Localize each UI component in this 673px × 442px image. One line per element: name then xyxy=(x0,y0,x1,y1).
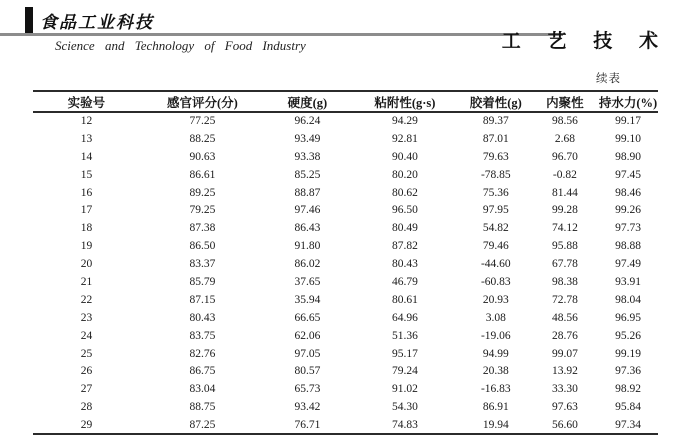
table-cell: 92.81 xyxy=(391,132,418,145)
table-cell: 80.57 xyxy=(294,365,321,378)
table-cell: 96.95 xyxy=(615,311,641,324)
table-row xyxy=(33,416,658,434)
table-cell: 97.95 xyxy=(482,204,509,217)
table-cell: 88.87 xyxy=(294,186,321,199)
table-cell: 67.78 xyxy=(551,258,578,271)
table-cell: 94.99 xyxy=(482,347,509,360)
table-cell: 16 xyxy=(80,186,93,199)
table-row xyxy=(33,112,658,130)
table-cell: 17 xyxy=(80,204,93,217)
table-cell: 85.79 xyxy=(189,275,216,288)
table-cell: 99.19 xyxy=(615,347,641,360)
table-cell: 91.80 xyxy=(294,240,321,253)
table-cell: 65.73 xyxy=(294,383,321,396)
table-cell: 86.91 xyxy=(482,401,509,414)
table-cell: 93.91 xyxy=(615,275,641,288)
table-row xyxy=(33,130,658,148)
table-cell: 33.30 xyxy=(551,383,578,396)
table-cell: -44.60 xyxy=(480,258,511,271)
table-cell: 87.15 xyxy=(189,293,216,306)
table-row xyxy=(33,237,658,255)
table-cell: 97.34 xyxy=(615,418,641,431)
table-cell: 97.63 xyxy=(551,401,578,414)
table-cell: 83.04 xyxy=(189,383,216,396)
table-row xyxy=(33,327,658,345)
table-cell: 95.26 xyxy=(615,329,641,342)
table-cell: 12 xyxy=(80,115,93,128)
table-cell: -19.06 xyxy=(480,329,511,342)
table-cell: 96.50 xyxy=(391,204,418,217)
table-cell: 22 xyxy=(80,293,93,306)
table-cell: 85.25 xyxy=(294,168,321,181)
table-row xyxy=(33,255,658,273)
table-cell: 95.17 xyxy=(391,347,418,360)
table-cell: 28 xyxy=(80,401,93,414)
table-cell: 91.02 xyxy=(391,383,418,396)
table-cell: 79.25 xyxy=(189,204,216,217)
table-cell: 83.37 xyxy=(189,258,216,271)
table-row xyxy=(33,219,658,237)
column-header-1: 感官评分(分) xyxy=(166,95,238,110)
table-cell: 56.60 xyxy=(551,418,578,431)
table-cell: 99.28 xyxy=(551,204,578,217)
table-cell: 86.43 xyxy=(294,222,321,235)
table-cell: 26 xyxy=(80,365,93,378)
table-row xyxy=(33,345,658,363)
table-cell: 54.30 xyxy=(391,401,418,414)
table-row xyxy=(33,166,658,184)
table-cell: 66.65 xyxy=(294,311,321,324)
table-cell: 28.76 xyxy=(551,329,578,342)
table-cell: 80.61 xyxy=(391,293,418,306)
table-cell: 87.25 xyxy=(189,418,216,431)
table-cell: 87.38 xyxy=(189,222,216,235)
table-cell: 95.84 xyxy=(615,401,641,414)
table-cell: 80.20 xyxy=(391,168,418,181)
table-cell: 29 xyxy=(80,418,93,431)
table-cell: 99.26 xyxy=(615,204,641,217)
table-cell: 86.61 xyxy=(189,168,216,181)
table-cell: 20.38 xyxy=(482,365,509,378)
table-cell: 37.65 xyxy=(294,275,321,288)
table-cell: 2.68 xyxy=(554,132,575,145)
table-cell: 97.36 xyxy=(615,365,641,378)
column-header-4: 胶着性(g) xyxy=(469,95,522,110)
table-row xyxy=(33,362,658,380)
table-cell: -0.82 xyxy=(552,168,577,181)
table-cell: 94.29 xyxy=(391,115,418,128)
table-cell: 98.04 xyxy=(615,293,641,306)
column-header-0: 实验号 xyxy=(67,95,106,110)
table-cell: 97.73 xyxy=(615,222,641,235)
table-cell: 83.75 xyxy=(189,329,216,342)
table-row xyxy=(33,148,658,166)
table-cell: 99.07 xyxy=(551,347,578,360)
table-cell: 95.88 xyxy=(551,240,578,253)
table-cell: 93.49 xyxy=(294,132,321,145)
table-cell: 77.25 xyxy=(189,115,216,128)
results-table xyxy=(33,90,658,435)
table-cell: 79.63 xyxy=(482,150,509,163)
table-cell: 79.46 xyxy=(482,240,509,253)
masthead-divider xyxy=(0,33,563,36)
table-cell: 97.45 xyxy=(615,168,641,181)
table-cell: 98.46 xyxy=(615,186,641,199)
table-cell: 15 xyxy=(80,168,93,181)
table-cell: 99.17 xyxy=(615,115,641,128)
table-cell: 48.56 xyxy=(551,311,578,324)
table-cell: 96.24 xyxy=(294,115,321,128)
table-cell: 21 xyxy=(80,275,93,288)
table-cell: 88.75 xyxy=(189,401,216,414)
table-cell: 13.92 xyxy=(551,365,578,378)
table-cell: 87.82 xyxy=(391,240,418,253)
table-cell: 54.82 xyxy=(482,222,509,235)
table-cell: 62.06 xyxy=(294,329,321,342)
table-header-row xyxy=(33,91,658,112)
table-cell: 20.93 xyxy=(482,293,509,306)
table-cell: 90.63 xyxy=(189,150,216,163)
logo-bar-icon xyxy=(25,7,33,36)
table-row xyxy=(33,201,658,219)
table-cell: 93.42 xyxy=(294,401,321,414)
table-cell: 98.92 xyxy=(615,383,641,396)
table-cell: 98.38 xyxy=(551,275,578,288)
table-cell: 64.96 xyxy=(391,311,418,324)
table-cell: 13 xyxy=(80,132,93,145)
column-header-6: 持水力(%) xyxy=(598,95,658,110)
table-row xyxy=(33,291,658,309)
journal-name-english: Science and Technology of Food Industry xyxy=(55,38,306,53)
table-cell: 86.50 xyxy=(189,240,216,253)
table-cell: 72.78 xyxy=(551,293,578,306)
table-cell: 20 xyxy=(80,258,93,271)
table-cell: 19.94 xyxy=(482,418,509,431)
table-cell: 98.90 xyxy=(615,150,641,163)
column-header-2: 硬度(g) xyxy=(287,95,328,110)
table-cell: 80.49 xyxy=(391,222,418,235)
table-cell: 97.46 xyxy=(294,204,321,217)
table-cell: 90.40 xyxy=(391,150,418,163)
table-cell: 79.24 xyxy=(391,365,418,378)
table-cell: 98.88 xyxy=(615,240,641,253)
table-cell: 3.08 xyxy=(485,311,506,324)
table-body xyxy=(33,112,658,434)
table-cell: 74.12 xyxy=(551,222,578,235)
table-row xyxy=(33,273,658,291)
table-cell: 80.43 xyxy=(391,258,418,271)
table-cell: 88.25 xyxy=(189,132,216,145)
column-header-3: 粘附性(g·s) xyxy=(374,95,436,110)
table-cell: 35.94 xyxy=(294,293,321,306)
table-row xyxy=(33,380,658,398)
table-cell: 51.36 xyxy=(391,329,418,342)
table-cell: 23 xyxy=(80,311,93,324)
table-cell: 25 xyxy=(80,347,93,360)
table-cell: 96.70 xyxy=(551,150,578,163)
table-cell: 97.05 xyxy=(294,347,321,360)
table-cell: 18 xyxy=(80,222,93,235)
table-cell: 99.10 xyxy=(615,132,641,145)
table-row xyxy=(33,184,658,202)
table-cell: -60.83 xyxy=(480,275,511,288)
table-row xyxy=(33,398,658,416)
table-cell: 82.76 xyxy=(189,347,216,360)
journal-logo-chinese: 食品工业科技 xyxy=(39,8,158,36)
section-title: 工 艺 技 术 xyxy=(501,31,669,52)
table-cell: 24 xyxy=(80,329,93,342)
table-cell: 27 xyxy=(80,383,93,396)
table-cell: 89.25 xyxy=(189,186,216,199)
table-cell: 80.62 xyxy=(391,186,418,199)
table-cell: 97.49 xyxy=(615,258,641,271)
table-cell: 46.79 xyxy=(391,275,418,288)
table-cell: 98.56 xyxy=(551,115,578,128)
table-cell: 86.02 xyxy=(294,258,321,271)
table-cell: -16.83 xyxy=(480,383,511,396)
table-cell: 14 xyxy=(80,150,93,163)
table-cell: 87.01 xyxy=(482,132,509,145)
table-cell: 75.36 xyxy=(482,186,509,199)
table-cell: 89.37 xyxy=(482,115,509,128)
table-cell: -78.85 xyxy=(480,168,511,181)
table-cell: 80.43 xyxy=(189,311,216,324)
table-cell: 93.38 xyxy=(294,150,321,163)
table-cell: 76.71 xyxy=(294,418,321,431)
column-header-5: 内聚性 xyxy=(546,95,584,110)
table-cell: 86.75 xyxy=(189,365,216,378)
table-cell: 19 xyxy=(80,240,93,253)
continued-table-label: 续表 xyxy=(596,73,621,85)
table-cell: 74.83 xyxy=(391,418,418,431)
table-row xyxy=(33,309,658,327)
table-cell: 81.44 xyxy=(551,186,578,199)
